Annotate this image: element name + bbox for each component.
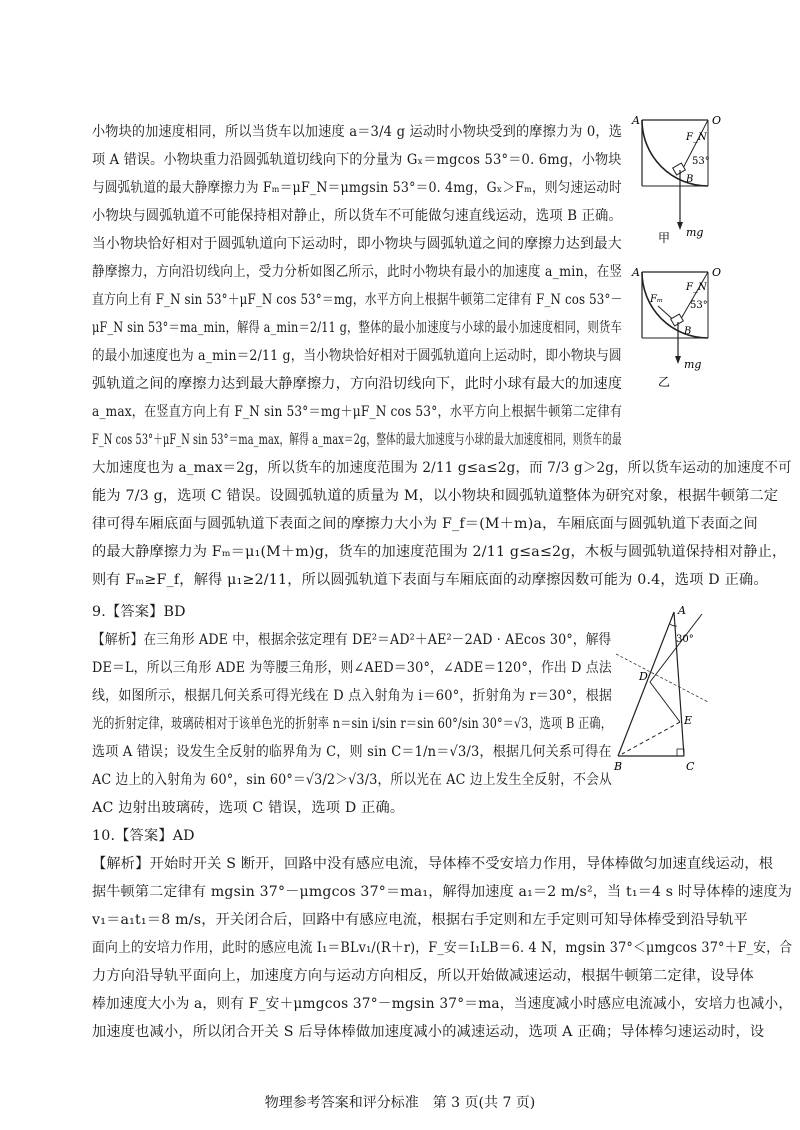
text-line: 直方向上有 F_N sin 53°＋μF_N cos 53°＝mg，水平方向上根据牛顿第二定律有 F_N cos 53°－ xyxy=(92,292,623,308)
text-line: μF_N sin 53°＝ma_min，解得 a_min＝2/11 g，整体的最小加速度与小球的最小加速度相同，则货车 xyxy=(92,320,622,336)
text-line: 的最大静摩擦力为 Fₘ＝μ₁(M＋m)g，货车的加速度范围为 2/11 g≤a≤2g，木板与圆弧轨道保持相对静止， xyxy=(92,544,787,560)
text-line: 律可得车厢底面与圆弧轨道下表面之间的摩擦力大小为 F_f＝(M＋m)a，车厢底面与圆弧轨道下表面之间 xyxy=(92,516,758,532)
text-line: 9.【答案】BD xyxy=(92,604,186,620)
text-line: a_max，在竖直方向上有 F_N sin 53°＝mg＋μF_N cos 53°，水平方向上根据牛顿第二定律有 xyxy=(92,404,623,420)
fig-yi-label-o: O xyxy=(712,266,722,279)
text-line: 小物块与圆弧轨道不可能保持相对静止，所以货车不可能做匀速直线运动，选项 B 正确。 xyxy=(92,208,622,224)
fig-yi-label-b: B xyxy=(684,326,692,337)
text-line: 光的折射定律，玻璃砖相对于该单色光的折射率 n＝sin i/sin r＝sin 60°/sin 30°＝√3，选项 B 正确， xyxy=(92,716,613,732)
text-line: 面向上的安培力作用，此时的感应电流 I₁＝BLv₁/(R＋r)，F_安＝I₁LB＝6. 4 N，mgsin 37°＜μmgcos 37°＋F_安，合 xyxy=(92,940,793,956)
fig-jia-caption: 甲 xyxy=(658,231,671,245)
text-line: DE＝L，所以三角形 ADE 为等腰三角形，则∠AED＝30°，∠ADE＝120°，作出 D 点法 xyxy=(92,660,612,676)
fig-jia-label-angle: 53° xyxy=(692,156,710,167)
text-line: 10.【答案】AD xyxy=(92,828,195,844)
text-line: 的最小加速度也为 a_min＝2/11 g，当小物块恰好相对于圆弧轨道向上运动时，即小物块与圆 xyxy=(92,348,622,364)
fig-prism-label-b: B xyxy=(614,760,623,773)
fig-prism-label-angle: 30° xyxy=(676,634,694,645)
fig-yi-label-angle: 53° xyxy=(690,300,708,311)
text-line: AC 边射出玻璃砖，选项 C 错误，选项 D 正确。 xyxy=(92,800,405,816)
text-line: 加速度也减小，所以闭合开关 S 后导体棒做加速度减小的减速运动，选项 A 正确；导体棒匀速运动时，设 xyxy=(92,1024,765,1040)
fig-jia-label-mg: mg xyxy=(686,226,704,239)
fig-yi-label-fn: F_N xyxy=(686,282,707,293)
text-line: 棒加速度大小为 a，则有 F_安＋μmgcos 37°－mgsin 37°＝ma，当速度减小时感应电流减小，安培力也减小， xyxy=(92,996,793,1012)
text-line: 【解析】开始时开关 S 断开，回路中没有感应电流，导体棒不受安培力作用，导体棒做匀加速直线运动，根 xyxy=(92,856,774,872)
text-line: F_N cos 53°＋μF_N sin 53°＝ma_max，解得 a_max＝2g，整体的最大加速度与小球的最大加速度相同，则货车的最 xyxy=(92,432,622,448)
text-line: AC 边上的入射角为 60°，sin 60°＝√3/2＞√3/3，所以光在 AC 边上发生全反射，不会从 xyxy=(92,772,612,788)
text-line: 则有 Fₘ≥F_f，解得 μ₁≥2/11，所以圆弧轨道下表面与车厢底面的动摩擦因数可能为 0.4，选项 D 正确。 xyxy=(92,572,768,588)
text-line: 力方向沿导轨平面向上，加速度方向与运动方向相反，所以开始做减速运动，根据牛顿第二定律，设导体 xyxy=(92,968,754,984)
text-line: 选项 A 错误；设发生全反射的临界角为 C，则 sin C＝1/n＝√3/3，根据几何关系可得在 xyxy=(92,744,612,760)
fig-prism-label-e: E xyxy=(684,714,693,727)
text-line: 大加速度也为 a_max＝2g，所以货车的加速度范围为 2/11 g≤a≤2g，而 7/3 g＞2g，所以货车运动的加速度不可 xyxy=(92,460,792,476)
figure-yi xyxy=(628,262,778,402)
text-line: 静摩擦力，方向沿切线向上，受力分析如图乙所示，此时小物块有最小的加速度 a_min，在竖 xyxy=(92,264,623,280)
fig-yi-caption: 乙 xyxy=(658,375,671,389)
fig-yi-label-a: A xyxy=(632,266,640,279)
text-line: 当小物块恰好相对于圆弧轨道向下运动时，即小物块与圆弧轨道之间的摩擦力达到最大 xyxy=(92,236,622,252)
figure-prism xyxy=(612,604,712,774)
text-line: 【解析】在三角形 ADE 中，根据余弦定理有 DE²＝AD²＋AE²－2AD · AEcos 30°，解得 xyxy=(92,632,612,648)
text-line: 小物块的加速度相同，所以当货车以加速度 a＝3/4 g 运动时小物块受到的摩擦力为 0，选 xyxy=(92,124,623,140)
page-footer: 物理参考答案和评分标准 第 3 页(共 7 页) xyxy=(264,1095,536,1111)
text-line: 据牛顿第二定律有 mgsin 37°－μmgcos 37°＝ma₁，解得加速度 a₁＝2 m/s²，当 t₁＝4 s 时导体棒的速度为 xyxy=(92,884,793,900)
fig-prism-label-a: A xyxy=(678,604,686,617)
text-line: 能为 7/3 g，选项 C 错误。设圆弧轨道的质量为 M，以小物块和圆弧轨道整体为研究对象，根据牛顿第二定 xyxy=(92,488,779,504)
fig-yi-label-mg: mg xyxy=(684,358,702,371)
text-line: 线，如图所示，根据几何关系可得光线在 D 点入射角为 i＝60°，折射角为 r＝30°，根据 xyxy=(92,688,613,704)
text-line: 项 A 错误。小物块重力沿圆弧轨道切线向下的分量为 Gₓ＝mgcos 53°＝0. 6mg，小物块 xyxy=(92,152,622,168)
fig-jia-label-a: A xyxy=(632,114,640,127)
fig-prism-label-c: C xyxy=(686,760,695,773)
figure-jia xyxy=(628,110,778,250)
fig-prism-label-d: D xyxy=(639,670,648,683)
fig-jia-label-o: O xyxy=(712,114,722,127)
text-line: 弧轨道之间的摩擦力达到最大静摩擦力，方向沿切线向下，此时小球有最大的加速度 xyxy=(92,376,623,392)
fig-jia-label-b: B xyxy=(686,174,694,185)
fig-jia-label-fn: F_N xyxy=(686,132,707,143)
text-line: 与圆弧轨道的最大静摩擦力为 Fₘ＝μF_N＝μmgsin 53°＝0. 4mg，Gₓ＞Fₘ，则匀速运动时 xyxy=(92,180,622,196)
text-line: v₁＝a₁t₁＝8 m/s，开关闭合后，回路中有感应电流，根据右手定则和左手定则可知导体棒受到沿导轨平 xyxy=(92,912,748,928)
fig-yi-label-fm: Fₘ xyxy=(650,294,664,305)
